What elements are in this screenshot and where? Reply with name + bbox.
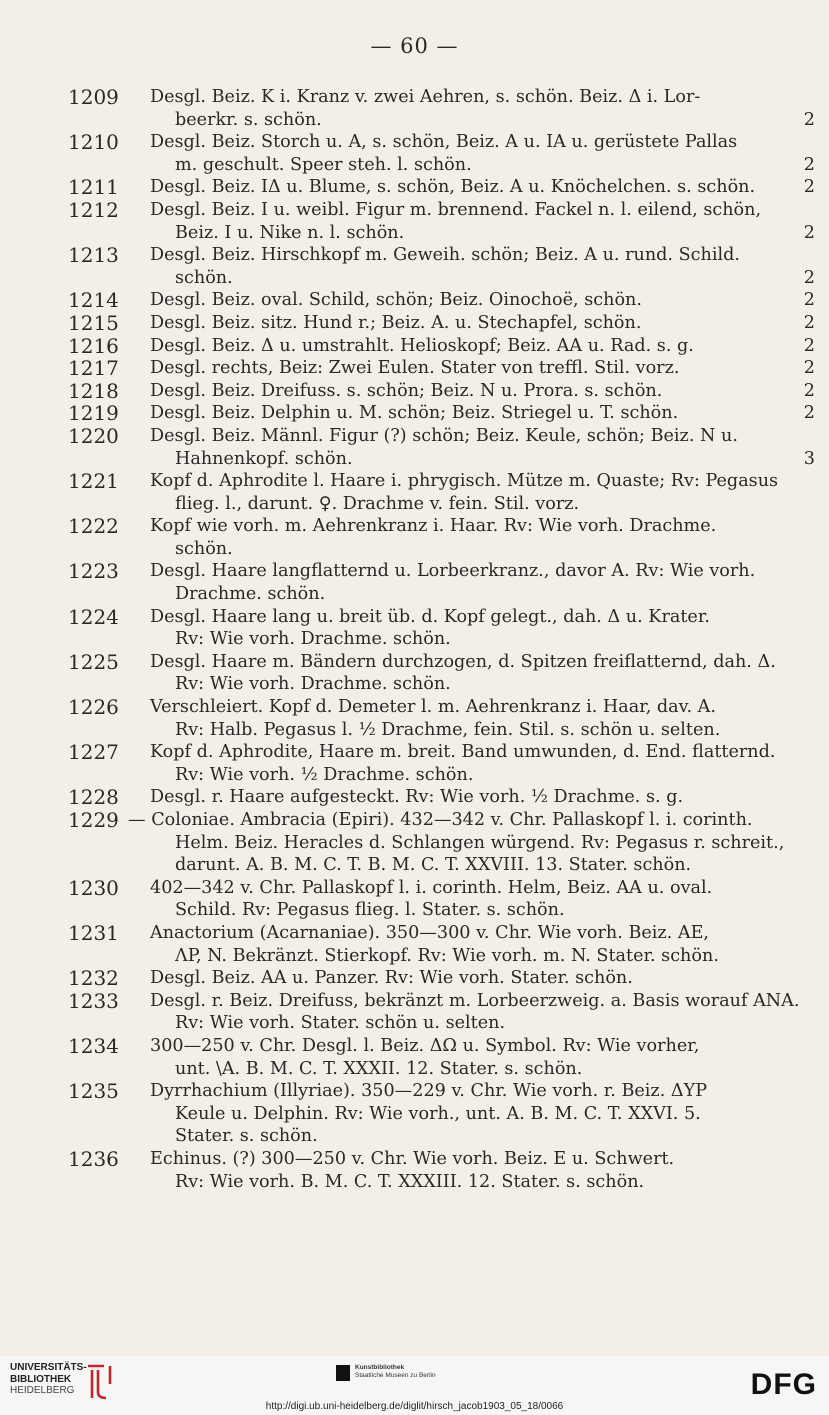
entry-line xyxy=(150,1058,815,1081)
kb-line: Staatliche Museen zu Berlin xyxy=(355,1372,436,1379)
entry-line-text: Desgl. Beiz. Dreifuss. s. schön; Beiz. N u. Prora. s. schön. xyxy=(150,380,663,401)
uni-logo-line: BIBLIOTHEK xyxy=(10,1373,72,1385)
entry-line-text: 300—250 v. Chr. Desgl. l. Beiz. ΔΩ u. Symbol. Rv: Wie vorher, xyxy=(150,1035,700,1056)
entry-line xyxy=(150,86,815,109)
kunstbibliothek-logo[interactable] xyxy=(355,1364,436,1380)
entry-line-text: schön. xyxy=(175,267,233,288)
catalog-entry xyxy=(0,809,829,877)
catalog-entry xyxy=(0,651,829,696)
entry-line-text: Dyrrhachium (Illyriae). 350—229 v. Chr. Wie vorh. r. Beiz. ΔYP xyxy=(150,1081,708,1102)
entry-line xyxy=(150,990,815,1013)
entry-line-text: Desgl. Beiz. IΔ u. Blume, s. schön, Beiz. A u. Knöchelchen. s. schön. xyxy=(150,177,756,198)
entry-description xyxy=(150,1148,815,1193)
entry-number: 1214 xyxy=(68,288,119,313)
catalog-entry xyxy=(0,470,829,515)
entry-description xyxy=(150,470,815,515)
entry-number: 1231 xyxy=(68,920,119,945)
entry-line xyxy=(150,515,815,538)
entry-description xyxy=(150,244,815,289)
catalog-entry xyxy=(0,176,829,199)
entry-number: 1215 xyxy=(68,310,119,335)
entry-description xyxy=(150,990,815,1035)
entry-grade: 2 xyxy=(803,267,815,288)
entry-number: 1224 xyxy=(68,604,119,629)
catalog-entry xyxy=(0,357,829,380)
entry-line xyxy=(128,809,815,832)
entry-number: 1218 xyxy=(68,378,119,403)
entry-description xyxy=(150,560,815,605)
entry-description xyxy=(150,1035,815,1080)
entry-line xyxy=(150,538,815,561)
entry-number: 1213 xyxy=(68,243,119,268)
entry-description xyxy=(150,357,815,380)
entry-line-text: Rv: Wie vorh. Stater. schön u. selten. xyxy=(175,1013,506,1034)
entry-line-text: m. geschult. Speer steh. l. schön. xyxy=(175,154,472,175)
catalog-entry xyxy=(0,425,829,470)
entry-dash: — xyxy=(128,810,146,830)
entry-line-text: Desgl. Beiz. K i. Kranz v. zwei Aehren, s. schön. Beiz. Δ i. Lor- xyxy=(150,87,701,107)
dfg-logo[interactable]: DFG xyxy=(750,1368,817,1401)
entry-line xyxy=(150,289,815,312)
entry-line xyxy=(150,1035,815,1058)
entry-line-text: Schild. Rv: Pegasus flieg. l. Stater. s. schön. xyxy=(175,900,565,921)
entry-grade: 2 xyxy=(803,335,815,356)
entry-number: 1219 xyxy=(68,401,119,426)
entry-description xyxy=(150,335,815,358)
entry-line-text: Verschleiert. Kopf d. Demeter l. m. Aehrenkranz i. Haar, dav. A. xyxy=(150,697,716,718)
entry-description xyxy=(150,967,815,990)
catalog-entry xyxy=(0,922,829,967)
entry-line xyxy=(150,945,815,968)
entry-line-text: schön. xyxy=(175,538,233,559)
entry-grade: 2 xyxy=(803,177,815,198)
entry-line xyxy=(150,719,815,742)
entry-line-text: Desgl. r. Beiz. Dreifuss, bekränzt m. Lorbeerzweig. a. Basis worauf ANA. xyxy=(150,990,800,1011)
entry-line xyxy=(150,786,815,809)
entry-grade: 2 xyxy=(803,222,815,243)
entry-line-text: Desgl. Beiz. Δ u. umstrahlt. Helioskopf; Beiz. AA u. Rad. s. g. xyxy=(150,335,694,356)
page-number: — 60 — xyxy=(370,34,459,58)
entry-line-text: Rv: Wie vorh. Drachme. schön. xyxy=(175,629,451,650)
source-url-link[interactable]: http://digi.ub.uni-heidelberg.de/diglit/hirsch_jacob1903_05_18/0066 xyxy=(265,1401,564,1412)
entry-number: 1232 xyxy=(68,966,119,991)
entry-grade: 2 xyxy=(803,154,815,175)
entry-number: 1216 xyxy=(68,333,119,358)
uni-logo-line: HEIDELBERG xyxy=(10,1385,75,1396)
entry-number: 1210 xyxy=(68,130,119,155)
entry-line xyxy=(150,131,815,154)
entry-line xyxy=(150,877,815,900)
entry-line xyxy=(150,922,815,945)
entry-description xyxy=(150,877,815,922)
entry-line xyxy=(150,109,815,132)
entry-line-text: Desgl. Beiz. sitz. Hund r.; Beiz. A. u. Stechapfel, schön. xyxy=(150,312,642,333)
entry-line xyxy=(150,267,815,290)
entry-description xyxy=(150,176,815,199)
entry-grade: 3 xyxy=(803,448,815,469)
entry-number: 1233 xyxy=(68,988,119,1013)
entry-number: 1209 xyxy=(68,85,119,109)
catalog-entries xyxy=(0,86,829,1193)
entry-number: 1228 xyxy=(68,785,119,810)
entry-description xyxy=(150,651,815,696)
entry-grade: 2 xyxy=(803,109,815,130)
entry-line-text: Helm. Beiz. Heracles d. Schlangen würgend. Rv: Pegasus r. schreit., xyxy=(175,832,785,853)
entry-number: 1225 xyxy=(68,649,119,674)
entry-line xyxy=(150,1148,815,1171)
entry-line-text: Desgl. Beiz. I u. weibl. Figur m. brennend. Fackel n. l. eilend, schön, xyxy=(150,199,762,220)
catalog-entry xyxy=(0,990,829,1035)
university-library-logo[interactable] xyxy=(10,1362,87,1397)
entry-line xyxy=(150,154,815,177)
catalog-entry xyxy=(0,402,829,425)
entry-line-text: ΛP, N. Bekränzt. Stierkopf. Rv: Wie vorh. m. N. Stater. schön. xyxy=(175,945,719,966)
entry-line-text: Hahnenkopf. schön. xyxy=(175,448,353,469)
entry-line-text: Desgl. Haare langflatternd u. Lorbeerkranz., davor A. Rv: Wie vorh. xyxy=(150,561,756,582)
entry-number: 1211 xyxy=(68,175,119,200)
entry-line xyxy=(150,493,815,516)
entry-line-text: Stater. s. schön. xyxy=(175,1126,318,1147)
entry-line-text: Rv: Wie vorh. ½ Drachme. schön. xyxy=(175,764,474,785)
entry-line-text: 402—342 v. Chr. Pallaskopf l. i. corinth. Helm, Beiz. AA u. oval. xyxy=(150,877,713,898)
catalog-entry xyxy=(0,515,829,560)
entry-line-text: Desgl. r. Haare aufgesteckt. Rv: Wie vorh. ½ Drachme. s. g. xyxy=(150,787,684,808)
entry-line-text: Desgl. Beiz. oval. Schild, schön; Beiz. Oinochoë, schön. xyxy=(150,290,642,311)
entry-number: 1236 xyxy=(68,1146,119,1171)
entry-number: 1217 xyxy=(68,356,119,381)
entry-line xyxy=(150,651,815,674)
entry-number: 1222 xyxy=(68,514,119,539)
entry-description xyxy=(150,131,815,176)
entry-line xyxy=(150,741,815,764)
entry-description xyxy=(150,380,815,403)
entry-line xyxy=(150,673,815,696)
entry-number: 1230 xyxy=(68,875,119,900)
catalog-entry xyxy=(0,380,829,403)
entry-number: 1212 xyxy=(68,197,119,222)
entry-description xyxy=(150,696,815,741)
entry-line xyxy=(150,1080,815,1103)
catalog-entry xyxy=(0,560,829,605)
entry-line-text: Rv: Halb. Pegasus l. ½ Drachme, fein. Stil. s. schön u. selten. xyxy=(175,719,721,740)
entry-line xyxy=(150,1171,815,1194)
entry-number: 1226 xyxy=(68,695,119,720)
catalog-entry xyxy=(0,86,829,131)
entry-line xyxy=(150,832,815,855)
entry-line xyxy=(150,967,815,990)
catalog-entry xyxy=(0,1080,829,1148)
entry-line-text: Rv: Wie vorh. B. M. C. T. XXXIII. 12. Stater. s. schön. xyxy=(175,1171,645,1192)
entry-line xyxy=(150,176,815,199)
entry-description xyxy=(150,402,815,425)
catalog-entry xyxy=(0,335,829,358)
entry-line xyxy=(150,222,815,245)
entry-line xyxy=(150,606,815,629)
catalog-entry xyxy=(0,741,829,786)
entry-number: 1227 xyxy=(68,740,119,765)
entry-line xyxy=(150,199,815,222)
entry-description xyxy=(150,515,815,560)
entry-description xyxy=(150,425,815,470)
entry-line-text: beerkr. s. schön. xyxy=(175,109,322,130)
catalog-entry xyxy=(0,786,829,809)
entry-line-text: Rv: Wie vorh. Drachme. schön. xyxy=(175,674,451,695)
catalog-entry xyxy=(0,606,829,651)
entry-description xyxy=(128,809,815,877)
entry-description xyxy=(150,786,815,809)
entry-line-text: Desgl. Haare lang u. breit üb. d. Kopf gelegt., dah. Δ u. Krater. xyxy=(150,606,710,627)
entry-number: 1220 xyxy=(68,423,119,448)
university-seal-icon xyxy=(84,1362,116,1402)
entry-line xyxy=(150,380,815,403)
entry-line xyxy=(150,696,815,719)
entry-line-text: Anactorium (Acarnaniae). 350—300 v. Chr. Wie vorh. Beiz. AE, xyxy=(150,922,710,943)
entry-line-text: Kopf d. Aphrodite, Haare m. breit. Band umwunden, d. End. flatternd. xyxy=(150,742,776,763)
entry-line-text: Desgl. rechts, Beiz: Zwei Eulen. Stater von treffl. Stil. vorz. xyxy=(150,358,680,379)
entry-line xyxy=(150,854,815,877)
entry-line-text: Kopf wie vorh. m. Aehrenkranz i. Haar. Rv: Wie vorh. Drachme. xyxy=(150,516,717,537)
entry-grade: 2 xyxy=(803,403,815,424)
entry-line xyxy=(150,425,815,448)
uni-logo-line: UNIVERSITÄTS- xyxy=(10,1362,87,1373)
entry-line xyxy=(150,1103,815,1126)
catalog-entry xyxy=(0,877,829,922)
entry-grade: 2 xyxy=(803,312,815,333)
entry-line xyxy=(150,335,815,358)
footer xyxy=(0,1356,829,1415)
entry-grade: 2 xyxy=(803,358,815,379)
catalog-entry xyxy=(0,967,829,990)
entry-grade: 2 xyxy=(803,290,815,311)
entry-line-text: flieg. l., darunt. ♀. Drachme v. fein. Stil. vorz. xyxy=(175,493,580,514)
entry-line xyxy=(150,628,815,651)
catalog-entry xyxy=(0,289,829,312)
entry-number: 1235 xyxy=(68,1079,119,1104)
entry-line xyxy=(150,312,815,335)
kb-line: Kunstbibliothek xyxy=(355,1364,405,1371)
entry-line xyxy=(150,448,815,471)
entry-line-text: Keule u. Delphin. Rv: Wie vorh., unt. A. B. M. C. T. XXVI. 5. xyxy=(175,1103,701,1124)
entry-description xyxy=(150,312,815,335)
entry-line-text: Desgl. Beiz. Hirschkopf m. Geweih. schön; Beiz. A u. rund. Schild. xyxy=(150,245,740,266)
entry-number: 1221 xyxy=(68,469,119,494)
entry-line-text: Desgl. Beiz. Delphin u. M. schön; Beiz. Striegel u. T. schön. xyxy=(150,403,679,424)
entry-line xyxy=(150,560,815,583)
catalog-entry xyxy=(0,244,829,289)
entry-line xyxy=(150,470,815,493)
entry-line xyxy=(150,1012,815,1035)
entry-line-text: Desgl. Beiz. Storch u. A, s. schön, Beiz. A u. IA u. gerüstete Pallas xyxy=(150,132,738,153)
entry-line-text: Coloniae. Ambracia (Epiri). 432—342 v. Chr. Pallaskopf l. i. corinth. xyxy=(151,810,753,830)
catalog-entry xyxy=(0,1035,829,1080)
entry-line-text: darunt. A. B. M. C. T. B. M. C. T. XXVIII. 13. Stater. schön. xyxy=(175,855,692,876)
catalog-entry xyxy=(0,131,829,176)
catalog-entry xyxy=(0,1148,829,1193)
entry-line-text: Kopf d. Aphrodite l. Haare i. phrygisch. Mütze m. Quaste; Rv: Pegasus xyxy=(150,471,779,492)
entry-line xyxy=(150,583,815,606)
entry-number: 1229 xyxy=(68,808,119,832)
entry-line xyxy=(150,764,815,787)
entry-line xyxy=(150,899,815,922)
entry-description xyxy=(150,741,815,786)
entry-line xyxy=(150,244,815,267)
entry-line-text: Desgl. Beiz. Männl. Figur (?) schön; Beiz. Keule, schön; Beiz. N u. xyxy=(150,425,738,446)
entry-line xyxy=(150,1125,815,1148)
entry-grade: 2 xyxy=(803,380,815,401)
entry-number: 1234 xyxy=(68,1033,119,1058)
kunstbibliothek-icon xyxy=(336,1365,350,1381)
catalog-entry xyxy=(0,312,829,335)
entry-line-text: Drachme. schön. xyxy=(175,584,326,605)
entry-description xyxy=(150,922,815,967)
entry-line-text: Desgl. Haare m. Bändern durchzogen, d. Spitzen freiflatternd, dah. Δ. xyxy=(150,651,776,672)
entry-line-text: Beiz. I u. Nike n. l. schön. xyxy=(175,222,405,243)
entry-line-text: unt. \A. B. M. C. T. XXXII. 12. Stater. s. schön. xyxy=(175,1058,583,1079)
entry-line-text: Echinus. (?) 300—250 v. Chr. Wie vorh. Beiz. E u. Schwert. xyxy=(150,1148,675,1169)
entry-description xyxy=(150,606,815,651)
entry-description xyxy=(150,199,815,244)
entry-line-text: Desgl. Beiz. AA u. Panzer. Rv: Wie vorh. Stater. schön. xyxy=(150,968,633,989)
entry-line xyxy=(150,357,815,380)
entry-line xyxy=(150,402,815,425)
entry-description xyxy=(150,1080,815,1148)
entry-description xyxy=(150,86,815,131)
catalog-entry xyxy=(0,199,829,244)
entry-description xyxy=(150,289,815,312)
catalog-entry xyxy=(0,696,829,741)
entry-number: 1223 xyxy=(68,559,119,584)
